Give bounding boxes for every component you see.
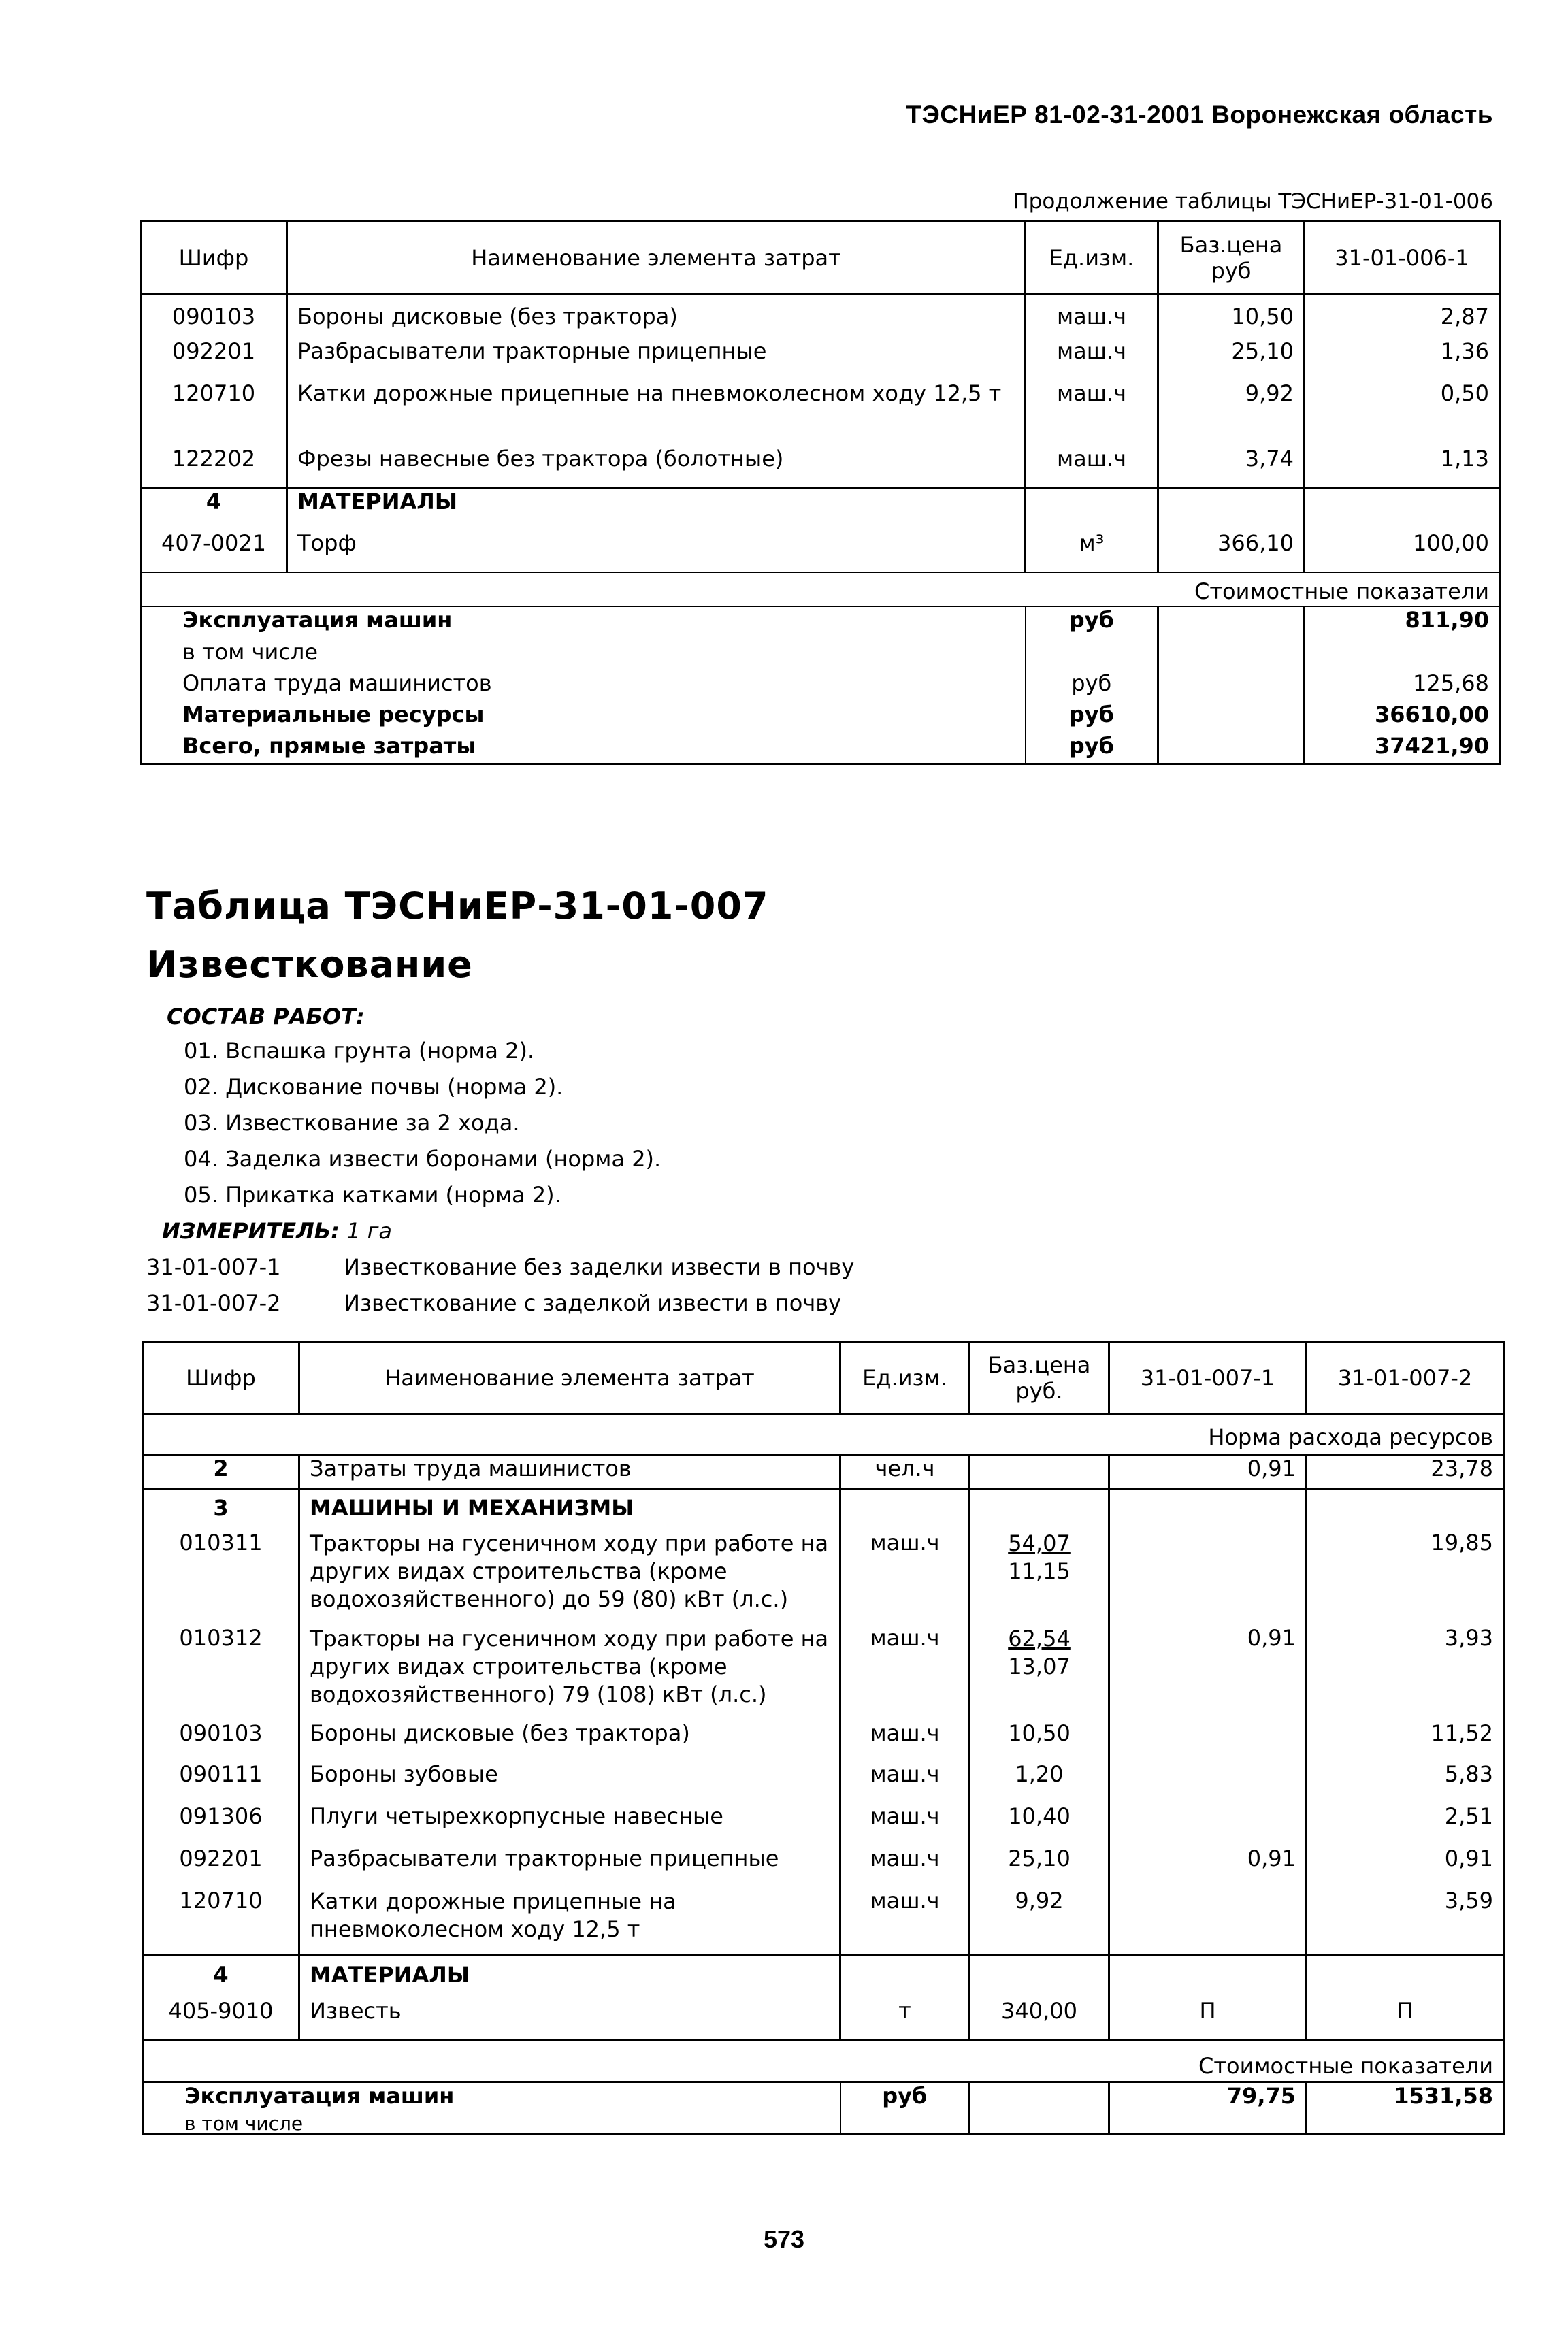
col-norm2-header: 31-01-007-2 [1307,1342,1504,1414]
cost-header-row [143,2040,1504,2082]
row-unit: маш.ч [840,1720,970,1761]
table-row [141,446,1500,488]
row-price-sub: 13,07 [1008,1653,1071,1679]
cost-row [141,733,1500,764]
cost-note: в том числе [143,2115,840,2134]
row-unit: маш.ч [1026,295,1158,338]
row-price-main: 62,54 [1008,1625,1071,1652]
row-price: 10,50 [1158,295,1305,338]
cost-unit: руб [840,2082,970,2115]
norm-desc: Известкование с заделкой извести в почву [344,1290,842,1316]
machines-section-row [143,1489,1504,1530]
col-code-header: Шифр [141,221,287,295]
row-code: 092201 [143,1845,299,1888]
material-row [141,530,1500,572]
price-header-line2: руб. [1015,1377,1063,1404]
materials-section-row [141,488,1500,530]
row-name: Фрезы навесные без трактора (болотные) [287,446,1026,488]
norm-header-row [143,1414,1504,1455]
cost-label: Эксплуатация машин [143,2082,840,2115]
table-row [143,1803,1504,1845]
row-unit: маш.ч [840,1845,970,1888]
section-number: 4 [141,488,287,530]
work-item: 02. Дискование почвы (норма 2). [184,1074,564,1100]
col-unit-header: Ед.изм. [840,1342,970,1414]
row-value1 [1109,1530,1307,1625]
row-value: 1,36 [1305,338,1500,380]
row-code: 405-9010 [143,1998,299,2040]
table-row [143,1845,1504,1888]
row-price: 9,92 [970,1888,1109,1956]
row-value2: 5,83 [1307,1761,1504,1803]
norm-desc: Известкование без заделки извести в почву [344,1254,855,1280]
table-row [143,1761,1504,1803]
row-code: 010311 [143,1530,299,1625]
col-name-header: Наименование элемента затрат [299,1342,840,1414]
cost-unit: руб [1026,670,1158,702]
work-item: 01. Вспашка грунта (норма 2). [184,1038,535,1064]
cost-label: в том числе [141,639,1026,670]
row-name: Разбрасыватели тракторные прицепные [299,1845,840,1888]
row-name: Катки дорожные прицепные на пневмоколесном ходу 12,5 т [287,380,1026,446]
row-name: Известь [299,1998,840,2040]
table-row [141,338,1500,380]
row-name: Бороны зубовые [299,1761,840,1803]
continuation-note: Продолжение таблицы ТЭСНиЕР-31-01-006 [1013,189,1493,214]
cost-label: Эксплуатация машин [141,606,1026,639]
row-value2: 0,91 [1307,1845,1504,1888]
table-header-row [143,1342,1504,1414]
price-header-line2: руб [1211,257,1252,284]
row-price-main: 54,07 [1008,1530,1071,1556]
work-item: 05. Прикатка катками (норма 2). [184,1182,561,1208]
row-value1: 0,91 [1109,1845,1307,1888]
row-value2: 3,59 [1307,1888,1504,1956]
row-name: Торф [287,530,1026,572]
col-unit-header: Ед.изм. [1026,221,1158,295]
cost-unit: руб [1026,702,1158,733]
cost-row [141,670,1500,702]
row-unit: м³ [1026,530,1158,572]
cost-header: Стоимостные показатели [141,572,1500,606]
row-value1: П [1109,1998,1307,2040]
labor-row [143,1455,1504,1489]
table-31-01-007 [142,1341,1505,2135]
row-unit: маш.ч [1026,446,1158,488]
row-code: 120710 [141,380,287,446]
row-unit: маш.ч [840,1530,970,1625]
col-price-header [970,1342,1109,1414]
row-price: 1,20 [970,1761,1109,1803]
table-row [143,1720,1504,1761]
work-item: 03. Известкование за 2 хода. [184,1110,520,1136]
norm-code: 31-01-007-2 [146,1290,281,1316]
row-name: Плуги четырехкорпусные навесные [299,1803,840,1845]
row-name: Тракторы на гусеничном ходу при работе на других видах строительства (кроме водохозяйственного) 79 (108) кВт (л.с.) [299,1625,840,1720]
row-name: Разбрасыватели тракторные прицепные [287,338,1026,380]
cost-row [141,702,1500,733]
row-code: 090103 [141,295,287,338]
running-header: ТЭСНиЕР 81-02-31-2001 Воронежская область [906,101,1493,129]
row-value1 [1109,1720,1307,1761]
col-norm-header: 31-01-006-1 [1305,221,1500,295]
table-row [141,380,1500,446]
table-subtitle: Известкование [146,943,473,986]
row-value2: П [1307,1998,1504,2040]
row-name: Катки дорожные прицепные на пневмоколесном ходу 12,5 т [299,1888,840,1956]
section-number: 4 [143,1956,299,1998]
cost-value: 125,68 [1305,670,1500,702]
table-31-01-006 [140,220,1501,765]
table-header-row [141,221,1500,295]
cost-value: 37421,90 [1305,733,1500,764]
row-name: Тракторы на гусеничном ходу при работе на других видах строительства (кроме водохозяйственного) до 59 (80) кВт (л.с.) [299,1530,840,1625]
row-value2: 19,85 [1307,1530,1504,1625]
row-price: 25,10 [1158,338,1305,380]
price-header-line1: Баз.цена [1179,231,1283,258]
cost-row [143,2082,1504,2115]
row-price: 3,74 [1158,446,1305,488]
cost-note-row [143,2115,1504,2134]
cost-value1: 79,75 [1109,2082,1307,2115]
row-unit: маш.ч [840,1888,970,1956]
row-value1 [1109,1761,1307,1803]
cost-label: Оплата труда машинистов [141,670,1026,702]
col-code-header: Шифр [143,1342,299,1414]
row-value1 [1109,1803,1307,1845]
norm-header: Норма расхода ресурсов [143,1414,1504,1455]
row-code: 010312 [143,1625,299,1720]
table-row [143,1625,1504,1720]
row-price: 10,40 [970,1803,1109,1845]
cost-value: 811,90 [1305,606,1500,639]
cost-header-row [141,572,1500,606]
row-unit: т [840,1998,970,2040]
row-code: 122202 [141,446,287,488]
cost-row [141,606,1500,639]
row-price: 340,00 [970,1998,1109,2040]
row-code: 091306 [143,1803,299,1845]
row-price-sub: 11,15 [1008,1558,1071,1584]
col-norm1-header: 31-01-007-1 [1109,1342,1307,1414]
row-name: Бороны дисковые (без трактора) [299,1720,840,1761]
row-value1 [1109,1888,1307,1956]
meter-label: ИЗМЕРИТЕЛЬ: [162,1218,340,1244]
row-code: 2 [143,1455,299,1489]
section-title: МАШИНЫ И МЕХАНИЗМЫ [299,1489,840,1530]
cost-row [141,639,1500,670]
cost-label: Материальные ресурсы [141,702,1026,733]
row-unit: маш.ч [840,1761,970,1803]
page-number: 573 [763,2225,805,2253]
section-title: МАТЕРИАЛЫ [287,488,1026,530]
row-value: 0,50 [1305,380,1500,446]
row-unit: маш.ч [1026,380,1158,446]
cost-value: 36610,00 [1305,702,1500,733]
work-item: 04. Заделка извести боронами (норма 2). [184,1146,662,1172]
row-unit: маш.ч [1026,338,1158,380]
row-code: 090111 [143,1761,299,1803]
meter-line [162,1218,392,1244]
row-value2: 2,51 [1307,1803,1504,1845]
cost-unit: руб [1026,733,1158,764]
row-value2: 11,52 [1307,1720,1504,1761]
row-unit: маш.ч [840,1803,970,1845]
row-name: Бороны дисковые (без трактора) [287,295,1026,338]
row-value: 1,13 [1305,446,1500,488]
row-price [970,1625,1109,1720]
norm-code: 31-01-007-1 [146,1254,281,1280]
table-row [141,295,1500,338]
meter-value: 1 га [346,1218,393,1244]
row-value1: 0,91 [1109,1455,1307,1489]
row-value2: 23,78 [1307,1455,1504,1489]
composition-label: СОСТАВ РАБОТ: [167,1004,365,1030]
section-title: МАТЕРИАЛЫ [299,1956,840,1998]
table-title: Таблица ТЭСНиЕР-31-01-007 [146,885,769,928]
table-row [143,1888,1504,1956]
cost-value2: 1531,58 [1307,2082,1504,2115]
row-code: 407-0021 [141,530,287,572]
row-price: 9,92 [1158,380,1305,446]
col-price-header [1158,221,1305,295]
row-value: 2,87 [1305,295,1500,338]
row-value2: 3,93 [1307,1625,1504,1720]
row-name: Затраты труда машинистов [299,1455,840,1489]
cost-label: Всего, прямые затраты [141,733,1026,764]
row-unit: чел.ч [840,1455,970,1489]
row-price [970,1530,1109,1625]
row-value: 100,00 [1305,530,1500,572]
row-price: 25,10 [970,1845,1109,1888]
row-unit: маш.ч [840,1625,970,1720]
col-name-header: Наименование элемента затрат [287,221,1026,295]
row-code: 090103 [143,1720,299,1761]
row-value1: 0,91 [1109,1625,1307,1720]
row-price: 10,50 [970,1720,1109,1761]
section-number: 3 [143,1489,299,1530]
cost-header: Стоимостные показатели [143,2040,1504,2082]
table-row [143,1530,1504,1625]
row-code: 120710 [143,1888,299,1956]
material-row [143,1998,1504,2040]
row-code: 092201 [141,338,287,380]
materials-section-row [143,1956,1504,1998]
row-price: 366,10 [1158,530,1305,572]
price-header-line1: Баз.цена [987,1351,1091,1378]
cost-unit: руб [1026,606,1158,639]
